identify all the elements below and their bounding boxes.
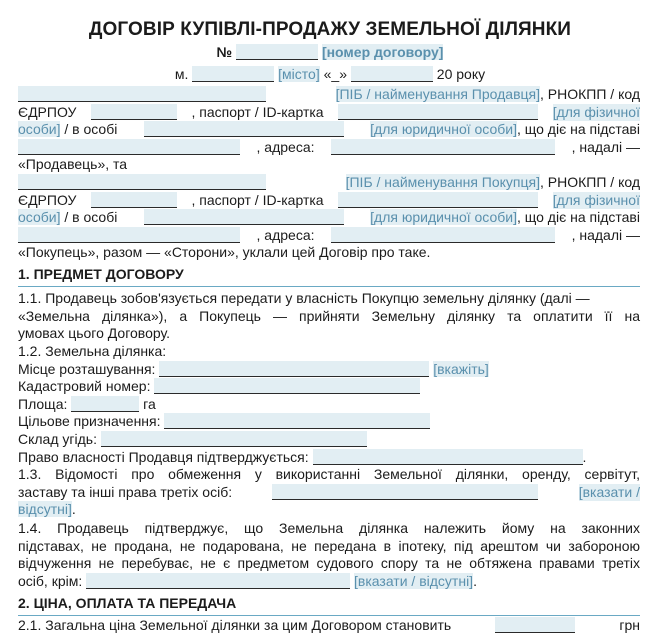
price-unit: грн (619, 617, 640, 633)
city-date-line (0, 66, 660, 84)
ownership-end: . (582, 448, 587, 465)
seller-line-2 (18, 104, 640, 122)
clause-1-3-end: . (71, 501, 76, 518)
buyer-phys-hint: [для фізичної (552, 191, 640, 208)
seller-acting-label: , що діє на підставі (516, 121, 640, 138)
section-1-heading: 1. ПРЕДМЕТ ДОГОВОРУ (18, 266, 640, 287)
ownership-row (18, 449, 640, 467)
clause-1-4-line-4 (18, 573, 640, 591)
buyer-in-person-label: / в особі (64, 209, 118, 226)
seller-line-4 (18, 139, 640, 157)
seller-phys-hint-2: особи] (18, 121, 61, 138)
seller-role: «Продавець», та (18, 156, 128, 173)
seller-representative-field[interactable] (144, 121, 344, 137)
third-party-hint-2: відсутні] (18, 501, 72, 518)
clause-1-4 (18, 520, 640, 590)
purpose-field[interactable] (164, 413, 430, 429)
purpose-row (18, 413, 640, 431)
location-hint: [вкажіть] (433, 360, 489, 377)
seller-basis-field[interactable] (18, 139, 240, 155)
buyer-basis-field[interactable] (18, 227, 240, 243)
lands-field[interactable] (101, 431, 367, 447)
buyer-name-field[interactable] (18, 174, 266, 190)
buyer-line-4 (18, 227, 640, 245)
seller-in-person-label: / в особі (64, 121, 118, 138)
buyer-role: «Покупець», разом — «Сторони», уклали цей Договір про таке. (18, 244, 431, 261)
buyer-address-label: , адреса: (256, 226, 315, 243)
seller-edrpou-label: ЄДРПОУ (18, 103, 77, 120)
contract-number-field[interactable] (236, 44, 318, 60)
location-row (18, 361, 640, 379)
buyer-name-hint: [ПІБ / найменування Покупця] (345, 174, 540, 190)
location-label: Місце розташування: (18, 360, 156, 377)
ownership-label: Право власності Продавця підтверджується: (18, 448, 309, 465)
date-day[interactable]: _ (331, 66, 340, 82)
clause-1-4-line-2: підставах, не продана, не подарована, не передана в іпотеку, під арештом чи забороною (18, 537, 640, 554)
seller-rnokpp-label: , РНОКПП / код (540, 86, 640, 102)
buyer-rnokpp-label: , РНОКПП / код (540, 174, 640, 190)
clause-1-3-third-party-label: заставу та інші права третіх осіб: (18, 483, 233, 500)
cadastral-label: Кадастровий номер: (18, 378, 151, 395)
clause-1-4-line-1: 1.4. Продавець підтверджує, що Земельна ділянка належить йому на законних (18, 520, 640, 536)
seller-name-hint: [ПІБ / найменування Продавця] (335, 86, 540, 102)
seller-hereinafter-label: , надалі — (571, 138, 640, 155)
buyer-hereinafter-label: , надалі — (571, 226, 640, 243)
contract-number-hint: [номер договору] (321, 44, 444, 60)
ownership-field[interactable] (313, 449, 583, 465)
area-field[interactable] (71, 396, 139, 412)
seller-phys-hint: [для фізичної (552, 103, 640, 120)
seller-legal-hint: [для юридичної особи] (370, 121, 517, 138)
area-unit: га (143, 395, 156, 412)
location-field[interactable] (159, 361, 429, 377)
third-party-rights-field[interactable] (272, 484, 538, 500)
seller-passport-label: , паспорт / ID-картка (191, 103, 324, 120)
date-open-quote: « (323, 66, 332, 82)
buyer-block (18, 174, 640, 262)
clause-1-3-line-1: 1.3. Відомості про обмеження у використанні Земельної ділянки, оренду, сервітут, (18, 466, 640, 482)
clause-1-3 (18, 466, 640, 519)
third-party-hint: [вказати / (578, 483, 640, 500)
clause-2-1-text: 2.1. Загальна ціна Земельної ділянки за цим Договором становить (18, 617, 452, 633)
buyer-edrpou-field[interactable] (91, 192, 177, 208)
seller-name-field[interactable] (18, 86, 266, 102)
date-month-field[interactable] (351, 66, 433, 82)
year-label: 20 року (436, 66, 486, 82)
date-close-quote: » (339, 66, 348, 82)
clause-2-1-line-1 (18, 617, 640, 635)
clause-1-1 (18, 290, 640, 343)
clause-1-2-label: 1.2. Земельна ділянка: (18, 343, 167, 359)
area-label: Площа: (18, 395, 68, 412)
clause-1-1-line-3: умовах цього Договору. (18, 325, 170, 342)
buyer-passport-label: , паспорт / ID-картка (191, 191, 324, 208)
buyer-line-3 (18, 209, 640, 227)
lands-row (18, 431, 640, 449)
document-title: ДОГОВІР КУПІВЛІ-ПРОДАЖУ ЗЕМЕЛЬНОЇ ДІЛЯНКИ (88, 19, 572, 40)
seller-address-field[interactable] (331, 139, 555, 155)
seller-line-1 (18, 86, 640, 104)
buyer-legal-hint: [для юридичної особи] (370, 209, 517, 226)
encumbrances-field[interactable] (86, 573, 350, 589)
seller-line-3 (18, 121, 640, 139)
clause-2-1 (18, 617, 640, 635)
city-hint: [місто] (278, 66, 320, 82)
buyer-line-2 (18, 192, 640, 210)
encumbrances-hint: [вказати / відсутні] (354, 572, 474, 589)
buyer-line-1 (18, 174, 640, 192)
seller-block (18, 86, 640, 174)
clause-1-3-line-2 (18, 484, 640, 502)
clause-1-2 (18, 343, 640, 466)
clause-1-4-end: . (473, 572, 477, 589)
buyer-address-field[interactable] (331, 227, 555, 243)
buyer-passport-field[interactable] (338, 192, 538, 208)
city-field[interactable] (192, 66, 274, 82)
seller-edrpou-field[interactable] (91, 104, 177, 120)
price-field[interactable] (495, 617, 575, 633)
buyer-acting-label: , що діє на підставі (516, 209, 640, 226)
lands-label: Склад угідь: (18, 430, 97, 447)
clause-1-1-line-2: «Земельна ділянка»), а Покупець — прийняти Земельну ділянку та оплатити її на (18, 307, 640, 324)
clause-1-4-except-label: осіб, крім: (18, 572, 83, 589)
clause-1-1-line-1: 1.1. Продавець зобов'язується передати у власність Покупцю земельну ділянку (далі — (18, 290, 590, 306)
buyer-representative-field[interactable] (144, 209, 344, 225)
buyer-phys-hint-2: особи] (18, 209, 61, 226)
section-2-heading: 2. ЦІНА, ОПЛАТА ТА ПЕРЕДАЧА (18, 595, 640, 616)
seller-address-label: , адреса: (256, 138, 315, 155)
area-row (18, 396, 640, 414)
seller-passport-field[interactable] (338, 104, 538, 120)
clause-1-4-line-3: відчуження не перебуває, не є предметом судового спору та не обтяжена правами третіх (18, 555, 640, 572)
city-prefix: м. (174, 66, 189, 82)
contract-number-line (0, 44, 660, 62)
purpose-label: Цільове призначення: (18, 413, 161, 430)
number-prefix: № (216, 44, 233, 60)
cadastral-row (18, 378, 640, 396)
cadastral-field[interactable] (154, 378, 420, 394)
buyer-edrpou-label: ЄДРПОУ (18, 191, 77, 208)
